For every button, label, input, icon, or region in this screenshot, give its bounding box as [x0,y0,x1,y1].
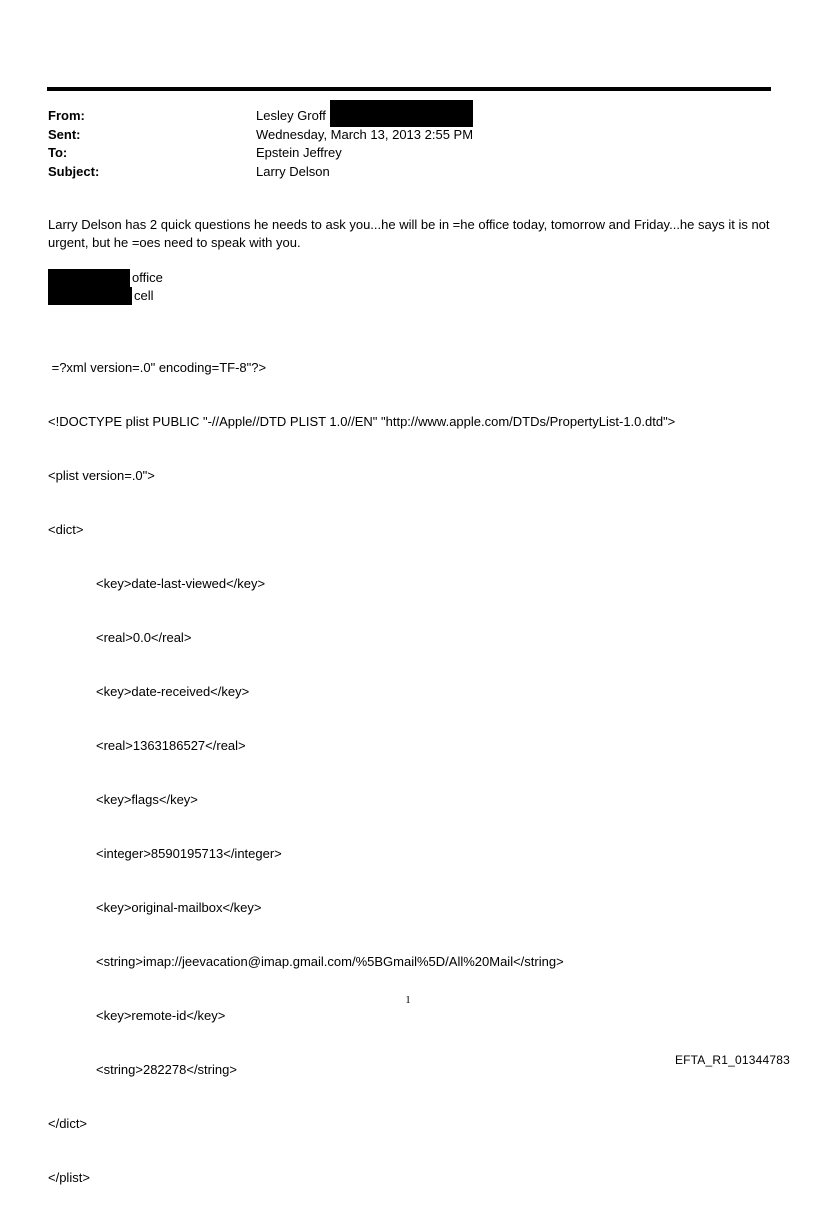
header-divider [47,87,771,91]
to-value: Epstein Jeffrey [256,145,342,160]
plist-line: <key>remote-id</key> [96,1008,226,1023]
plist-line: <plist version=.0"> [48,468,155,483]
page-number: 1 [405,994,411,1006]
plist-line: =?xml version=.0" encoding=TF-8"?> [48,360,267,375]
redaction-block [48,287,132,305]
plist-line: <key>date-last-viewed</key> [96,576,266,591]
plist-line: <dict> [48,522,84,537]
from-value-group [256,107,473,127]
plist-line: <string>282278</string> [96,1062,237,1077]
sent-value: Wednesday, March 13, 2013 2:55 PM [256,126,474,142]
subject-value: Larry Delson [256,163,330,179]
bates-number: EFTA_R1_01344783 [674,1053,790,1067]
plist-line: <key>flags</key> [96,792,198,807]
from-row [48,107,768,126]
plist-line: <integer>8590195713</integer> [96,846,282,861]
plist-line: </dict> [48,1116,88,1131]
sent-row [48,126,768,145]
plist-line: <real>1363186527</real> [96,738,246,753]
redaction-block [330,100,473,127]
phone-label: cell [134,288,154,303]
plist-line: <real>0.0</real> [96,630,192,645]
phone-row-office [48,269,163,287]
from-label: From: [48,108,85,123]
plist-line: <string>imap://jeevacation@imap.gmail.com/%5BGmail%5D/All%20Mail</string> [96,954,564,969]
subject-row [48,163,768,182]
plist-line: <!DOCTYPE plist PUBLIC "-//Apple//DTD PLIST 1.0//EN" "http://www.apple.com/DTDs/PropertyList-1.0.dtd"> [48,414,676,429]
from-value: Lesley Groff [256,108,326,123]
phone-list [48,269,163,305]
sent-label: Sent: [48,126,81,142]
plist-line: <key>original-mailbox</key> [96,900,262,915]
redaction-block [48,269,130,287]
to-row [48,144,768,163]
phone-label: office [132,270,163,285]
email-header [48,107,768,181]
subject-label: Subject: [48,163,100,179]
plist-line: </plist> [48,1170,90,1185]
to-label: To: [48,145,68,160]
email-body: Larry Delson has 2 quick questions he needs to ask you...he will be in =he office today, tomorrow and Friday...he says it is not urgent, but he =oes need to speak with you. [48,217,770,250]
plist-line: <key>date-received</key> [96,684,250,699]
phone-row-cell [48,287,163,305]
